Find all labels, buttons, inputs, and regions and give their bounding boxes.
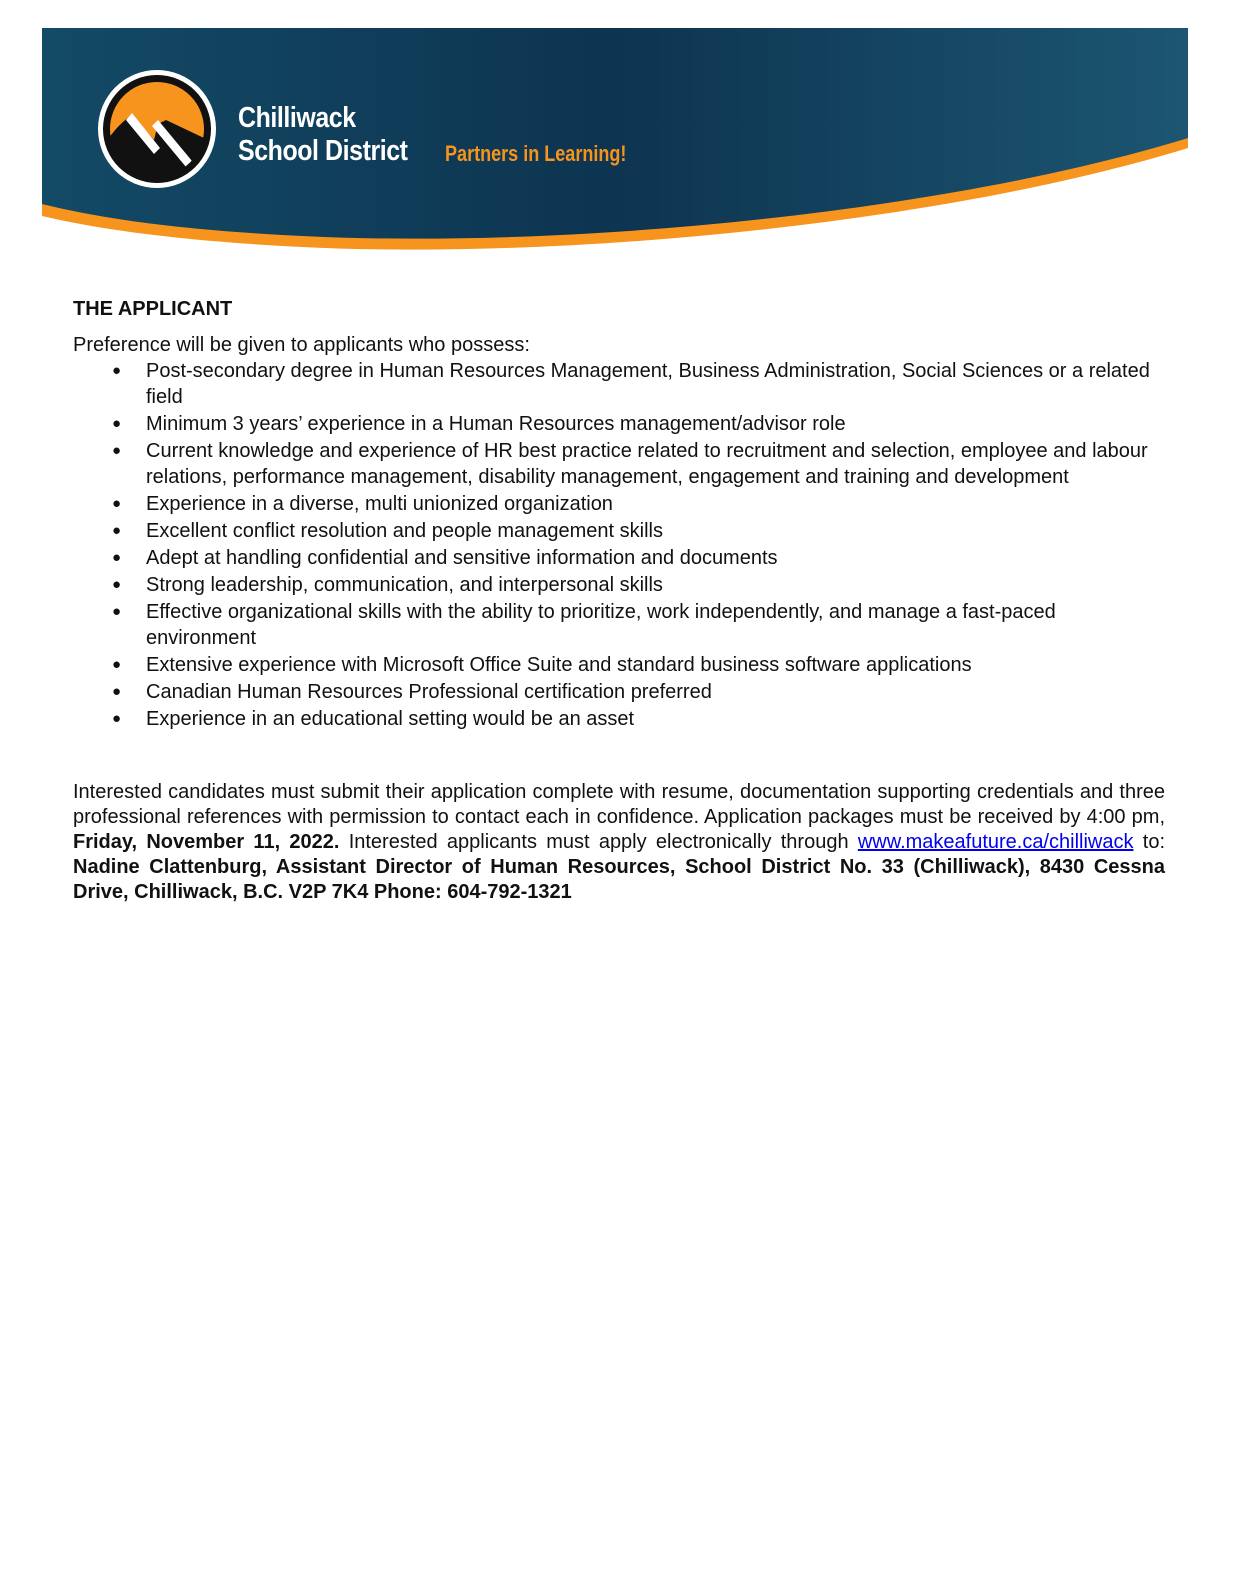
requirements-list — [73, 358, 1165, 732]
list-item — [73, 518, 1165, 544]
mountain-logo-icon — [96, 68, 218, 190]
list-item-text: Excellent conflict resolution and people management skills — [146, 520, 663, 542]
list-item — [73, 411, 1165, 437]
list-item-text: Experience in a diverse, multi unionized organization — [146, 493, 613, 515]
section-heading: THE APPLICANT — [73, 298, 233, 320]
bullet-icon: ● — [112, 710, 122, 727]
list-item — [73, 652, 1165, 678]
list-item-text: Minimum 3 years’ experience in a Human Resources management/advisor role — [146, 413, 846, 435]
bullet-icon: ● — [112, 683, 122, 700]
bullet-icon: ● — [112, 415, 122, 432]
list-item — [73, 358, 1165, 410]
bullet-icon: ● — [112, 495, 122, 512]
org-name-line2: School District — [238, 135, 408, 167]
list-item — [73, 679, 1165, 705]
bullet-icon: ● — [112, 656, 122, 673]
bullet-icon: ● — [112, 442, 122, 459]
list-item-text: Strong leadership, communication, and interpersonal skills — [146, 574, 663, 596]
bullet-icon: ● — [112, 522, 122, 539]
list-item-text: Experience in an educational setting would be an asset — [146, 708, 635, 730]
section-intro: Preference will be given to applicants who possess: — [73, 334, 530, 356]
list-item-text: Canadian Human Resources Professional certification preferred — [146, 681, 712, 703]
org-name — [238, 102, 408, 168]
bullet-icon: ● — [112, 549, 122, 566]
document-body — [73, 296, 1165, 925]
list-item — [73, 438, 1165, 490]
contact-details: Nadine Clattenburg, Assistant Director of Human Resources, School District No. 33 (Chilliwack), 8430 Cessna Drive, Chilliwack, B.C. V2P 7K4 Phone: 604-792-1321 — [73, 856, 1165, 903]
instructions-text: Interested candidates must submit their application complete with resume, documentation supporting credentials and three professional references with permission to contact each in confidence. Application packages must be received by 4:00 pm, — [73, 781, 1165, 828]
application-instructions — [73, 780, 1165, 905]
list-item — [73, 599, 1165, 651]
org-name-line1: Chilliwack — [238, 102, 356, 134]
list-item-text: Post-secondary degree in Human Resources Management, Business Administration, Social Sciences or a related field — [146, 360, 1150, 408]
deadline: Friday, November 11, 2022. — [73, 831, 340, 853]
bullet-icon: ● — [112, 603, 122, 620]
tagline: Partners in Learning! — [445, 141, 627, 166]
list-item — [73, 706, 1165, 732]
list-item — [73, 545, 1165, 571]
list-item-text: Current knowledge and experience of HR best practice related to recruitment and selection, employee and labour relations, performance management, disability management, engagement and training and development — [146, 440, 1148, 488]
application-link[interactable]: www.makeafuture.ca/chilliwack — [857, 831, 1134, 853]
instructions-text-2: Interested applicants must apply electronically through — [339, 831, 858, 853]
list-item-text: Effective organizational skills with the ability to prioritize, work independently, and manage a fast-paced environment — [146, 601, 1056, 649]
list-item-text: Adept at handling confidential and sensitive information and documents — [146, 547, 778, 569]
bullet-icon: ● — [112, 576, 122, 593]
bullet-icon: ● — [112, 362, 122, 379]
list-item-text: Extensive experience with Microsoft Office Suite and standard business software applications — [146, 654, 972, 676]
list-item — [73, 491, 1165, 517]
instructions-text-3: to: — [1133, 831, 1165, 853]
list-item — [73, 572, 1165, 598]
